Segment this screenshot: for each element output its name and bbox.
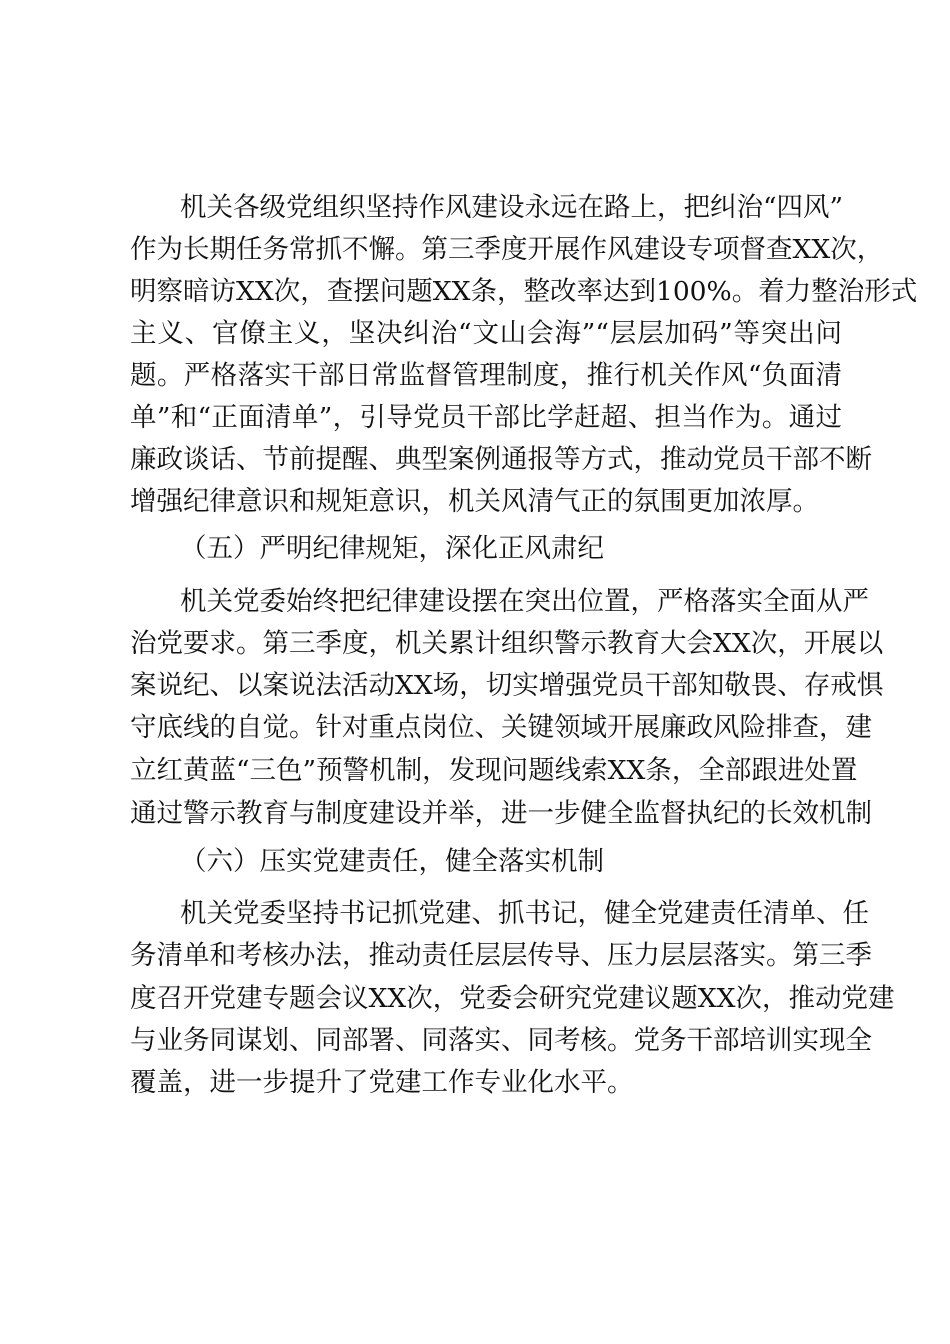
paragraph-line: 守底线的自觉。针对重点岗位、关键领域开展廉政风险排查，建 (130, 712, 872, 743)
paragraph-line: 廉政谈话、节前提醒、典型案例通报等方式，推动党员干部不断 (130, 444, 872, 475)
paragraph-line: 机关党委始终把纪律建设摆在突出位置，严格落实全面从严 (180, 586, 869, 617)
paragraph-line: 立红黄蓝“三色”预警机制，发现问题线索XX条，全部跟进处置 (130, 755, 858, 786)
paragraph-line: 通过警示教育与制度建设并举，进一步健全监督执纪的长效机制 (130, 798, 872, 829)
paragraph-line: 治党要求。第三季度，机关累计组织警示教育大会XX次，开展以 (130, 628, 884, 659)
paragraph-line: 度召开党建专题会议XX次，党委会研究党建议题XX次，推动党建 (130, 983, 895, 1014)
section-heading-six: （六）压实党建责任，健全落实机制 (180, 846, 604, 877)
paragraph-line: 题。严格落实干部日常监督管理制度，推行机关作风“负面清 (130, 360, 842, 391)
paragraph-line: 务清单和考核办法，推动责任层层传导、压力层层落实。第三季 (130, 940, 872, 971)
paragraph-line: 主义、官僚主义，坚决纠治“文山会海”“层层加码”等突出问 (130, 318, 842, 349)
paragraph-line: 单”和“正面清单”，引导党员干部比学赶超、担当作为。通过 (130, 402, 842, 433)
paragraph-line: 覆盖，进一步提升了党建工作专业化水平。 (130, 1067, 634, 1098)
paragraph-line: 机关党委坚持书记抓党建、抓书记，健全党建责任清单、任 (180, 898, 869, 929)
paragraph-line: 增强纪律意识和规矩意识，机关风清气正的氛围更加浓厚。 (130, 486, 819, 517)
paragraph-line: 作为长期任务常抓不懈。第三季度开展作风建设专项督查XX次， (130, 234, 884, 265)
paragraph-line: 与业务同谋划、同部署、同落实、同考核。党务干部培训实现全 (130, 1025, 872, 1056)
section-heading-five: （五）严明纪律规矩，深化正风肃纪 (180, 533, 604, 564)
paragraph-line: 明察暗访XX次，查摆问题XX条，整改率达到100%。着力整治形式 (130, 276, 918, 307)
paragraph-line: 机关各级党组织坚持作风建设永远在路上，把纠治“四风” (180, 192, 844, 223)
paragraph-line: 案说纪、以案说法活动XX场，切实增强党员干部知敬畏、存戒惧 (130, 670, 884, 701)
